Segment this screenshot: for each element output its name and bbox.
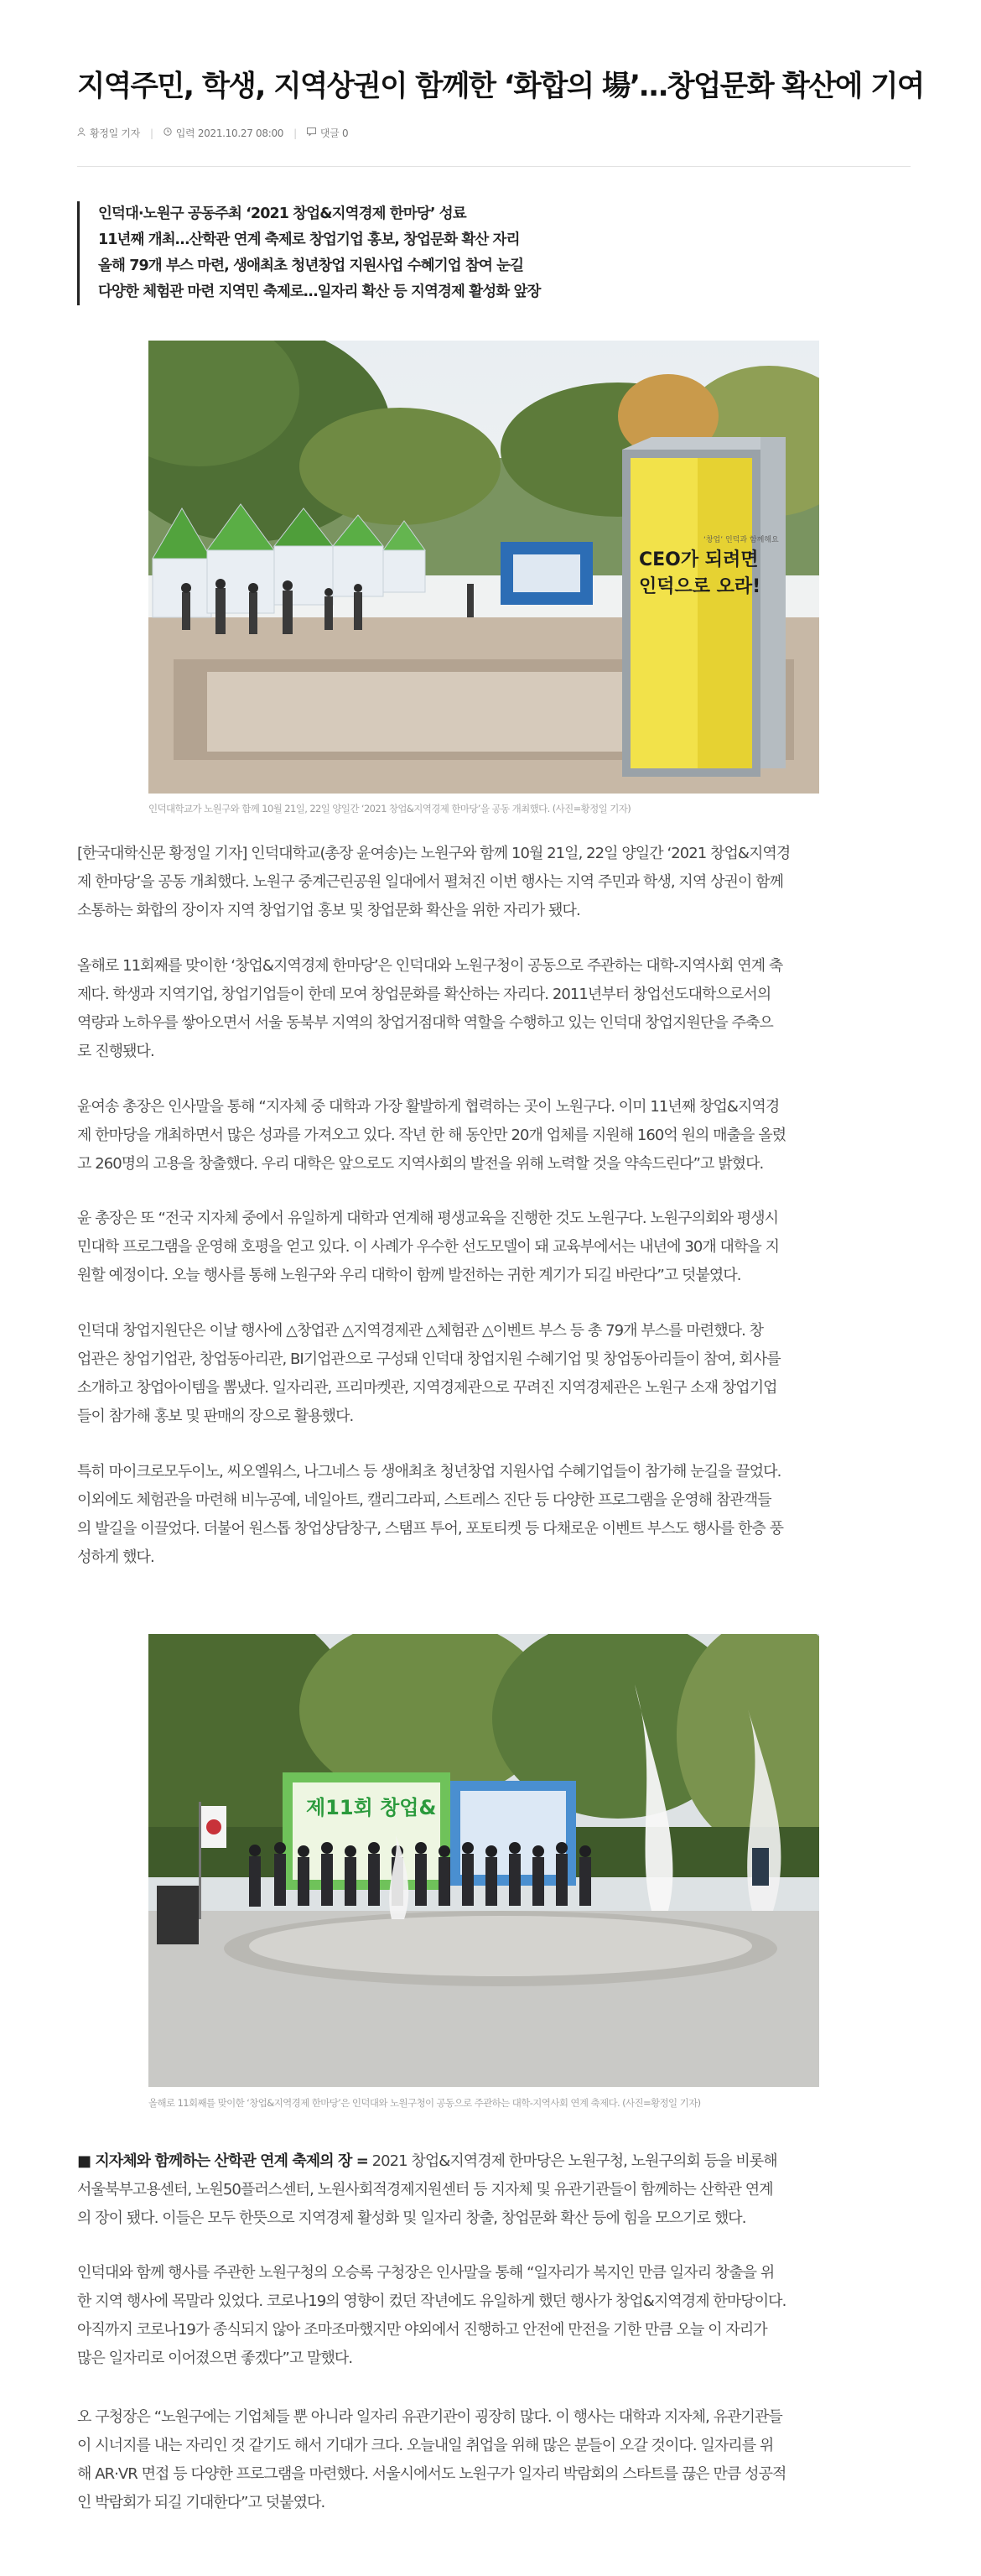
paragraph-line: 오 구청장은 “노원구에는 기업체들 뿐 아니라 일자리 유관기관이 굉장히 많다. 이 행사는 대학과 지자체, 유관기관들 xyxy=(77,2408,782,2426)
paragraph-line: 올해로 11회째를 맞이한 ‘창업&지역경제 한마당’은 인덕대와 노원구청이 공동으로 주관하는 대학-지역사회 연계 축 xyxy=(77,957,783,975)
paragraph-line: 소통하는 화합의 장이자 지역 창업기업 홍보 및 창업문화 확산을 위한 자리가 됐다. xyxy=(77,902,580,919)
paragraph xyxy=(77,2147,911,2233)
meta-divider: | xyxy=(149,127,153,139)
paragraph-line: 업관은 창업기업관, 창업동아리관, BI기업관으로 구성돼 인덕대 창업지원 수혜기업 및 창업동아리들이 참여, 회사를 xyxy=(77,1350,781,1368)
summary-box xyxy=(77,201,540,305)
paragraph xyxy=(77,840,911,925)
paragraph-line: 많은 일자리로 이어졌으면 좋겠다”고 말했다. xyxy=(77,2350,353,2367)
paragraph-line: 제 한마당’을 공동 개최했다. 노원구 중계근린공원 일대에서 펼쳐진 이번 행사는 지역 주민과 학생, 지역 상권이 함께 xyxy=(77,873,784,891)
reporter-name[interactable]: 황정일 기자 xyxy=(90,127,140,139)
clock-icon xyxy=(164,127,172,138)
paragraph-line: 아직까지 코로나19가 종식되지 않아 조마조마했지만 야외에서 진행하고 안전에 만전을 기한 만큼 오늘 이 자리가 xyxy=(77,2321,767,2339)
summary-line: 올해 79개 부스 마련, 생애최초 청년창업 지원사업 수혜기업 참여 눈길 xyxy=(98,258,524,274)
paragraph-line: 해 AR·VR 면접 등 다양한 프로그램을 마련했다. 서울시에서도 노원구가 일자리 박람회의 스타트를 끊은 만큼 성공적 xyxy=(77,2465,786,2483)
paragraph-line: 인덕대 창업지원단은 이날 행사에 △창업관 △지역경제관 △체험관 △이벤트 부스 등 총 79개 부스를 마련했다. 창 xyxy=(77,1322,764,1340)
paragraph-line xyxy=(77,2147,911,2176)
header-divider xyxy=(77,166,911,167)
paragraph-line: 이외에도 체험관을 마련해 비누공예, 네일아트, 캘리그라피, 스트레스 진단 등 다양한 프로그램을 운영해 참관객들 xyxy=(77,1491,771,1509)
paragraph-line: 한 지역 행사에 목말라 있었다. 코로나19의 영향이 컸던 작년에도 유일하게 했던 행사가 창업&지역경제 한마당이다. xyxy=(77,2292,786,2310)
banner-text-bottom: 인덕으로 오라! xyxy=(639,576,761,597)
paragraph-text: 2021 창업&지역경제 한마당은 노원구청, 노원구의회 등을 비롯해 xyxy=(367,2152,777,2170)
paragraph-line: 민대학 프로그램을 운영해 호평을 얻고 있다. 이 사례가 우수한 선도모델이 돼 교육부에서는 내년에 30개 대학을 지 xyxy=(77,1238,780,1256)
published-date: 입력 2021.10.27 08:00 xyxy=(175,127,284,139)
photo-opening-ceremony xyxy=(148,1634,819,2087)
paragraph-line: 이 시너지를 내는 자리인 것 같기도 해서 기대가 크다. 오늘내일 취업을 위해 많은 분들이 오갈 것이다. 일자리를 위 xyxy=(77,2437,774,2454)
comment-icon xyxy=(307,127,316,138)
photo2-caption: 올해로 11회째를 맞이한 ‘창업&지역경제 한마당’은 인덕대와 노원구청이 공동으로 주관하는 대학-지역사회 연계 축제다. (사진=황정일 기자) xyxy=(148,2097,701,2109)
banner-side-text: ‘창업’ 인덕과 함께해요 xyxy=(703,536,779,544)
paragraph-line: 고 260명의 고용을 창출했다. 우리 대학은 앞으로도 지역사회의 발전을 위해 노력할 것을 약속드린다”고 밝혔다. xyxy=(77,1155,764,1173)
paragraph-line: 의 발길을 이끌었다. 더불어 원스톱 창업상담창구, 스탬프 투어, 포토티켓 등 다채로운 이벤트 부스도 행사를 한층 풍 xyxy=(77,1520,784,1538)
comment-count[interactable]: 댓글 0 xyxy=(319,127,349,139)
photo-festival-booths xyxy=(148,341,819,794)
person-icon xyxy=(77,127,86,138)
paragraph-line: 제다. 학생과 지역기업, 창업기업들이 한데 모여 창업문화를 확산하는 자리다. 2011년부터 창업선도대학으로서의 xyxy=(77,986,771,1003)
paragraph xyxy=(77,1458,911,1572)
paragraph xyxy=(77,1317,911,1431)
paragraph xyxy=(77,1093,911,1179)
paragraph-line: 인덕대와 함께 행사를 주관한 노원구청의 오승록 구청장은 인사말을 통해 “일자리가 복지인 만큼 일자리 창출을 위 xyxy=(77,2264,775,2282)
paragraph-line: 서울북부고용센터, 노원50플러스센터, 노원사회적경제지원센터 등 지자체 및 유관기관들이 함께하는 산학관 연계 xyxy=(77,2181,773,2199)
photo1-caption: 인덕대학교가 노원구와 함께 10월 21일, 22일 양일간 ‘2021 창업&지역경제 한마당’을 공동 개최했다. (사진=황정일 기자) xyxy=(148,803,631,814)
summary-line: 11년째 개최…산학관 연계 축제로 창업기업 홍보, 창업문화 확산 자리 xyxy=(98,232,520,248)
paragraph-line: 성하게 했다. xyxy=(77,1548,154,1566)
paragraph-line: 특히 마이크로모두이노, 씨오엘워스, 나그네스 등 생애최초 청년창업 지원사업 수혜기업들이 참가해 눈길을 끌었다. xyxy=(77,1463,781,1481)
banner-text-top: CEO가 되려면 xyxy=(639,549,759,570)
paragraph xyxy=(77,2259,911,2373)
paragraph xyxy=(77,1205,911,1290)
paragraph-line: 윤여송 총장은 인사말을 통해 “지자체 중 대학과 가장 활발하게 협력하는 곳이 노원구다. 이미 11년째 창업&지역경 xyxy=(77,1098,780,1116)
meta-divider: | xyxy=(293,127,297,139)
summary-line: 다양한 체험관 마련 지역민 축제로…일자리 확산 등 지역경제 활성화 앞장 xyxy=(98,284,541,300)
section-subheading: ■ 지자체와 함께하는 산학관 연계 축제의 장 = xyxy=(77,2152,368,2170)
paragraph-line: 인 박람회가 되길 기대한다”고 덧붙였다. xyxy=(77,2494,325,2511)
summary-line: 인덕대·노원구 공동주최 ‘2021 창업&지역경제 한마당’ 성료 xyxy=(98,206,466,222)
paragraph-line: 들이 참가해 홍보 및 판매의 장으로 활용했다. xyxy=(77,1408,354,1425)
paragraph-line: [한국대학신문 황정일 기자] 인덕대학교(총장 윤여송)는 노원구와 함께 10월 21일, 22일 양일간 ‘2021 창업&지역경 xyxy=(77,845,791,862)
article-meta xyxy=(77,126,348,140)
headline: 지역주민, 학생, 지역상권이 함께한 ‘화합의 場’…창업문화 확산에 기여 xyxy=(77,70,924,103)
paragraph-line: 의 장이 됐다. 이들은 모두 한뜻으로 지역경제 활성화 및 일자리 창출, 창업문화 확산 등에 힘을 모으기로 했다. xyxy=(77,2209,746,2227)
stage-banner-text: 제11회 창업& xyxy=(306,1796,437,1819)
paragraph-line: 원할 예정이다. 오늘 행사를 통해 노원구와 우리 대학이 함께 발전하는 귀한 계기가 되길 바란다”고 덧붙였다. xyxy=(77,1267,741,1284)
paragraph-line: 제 한마당을 개최하면서 많은 성과를 가져오고 있다. 작년 한 해 동안만 20개 업체를 지원해 160억 원의 매출을 올렸 xyxy=(77,1127,786,1144)
paragraph-line: 로 진행됐다. xyxy=(77,1043,154,1060)
paragraph-line: 소개하고 창업아이템을 뽐냈다. 일자리관, 프리마켓관, 지역경제관으로 꾸려진 지역경제관은 노원구 소재 창업기업 xyxy=(77,1379,777,1397)
paragraph-line: 역량과 노하우를 쌓아오면서 서울 동북부 지역의 창업거점대학 역할을 수행하고 있는 인덕대 창업지원단을 주축으 xyxy=(77,1014,773,1032)
paragraph-line: 윤 총장은 또 “전국 지자체 중에서 유일하게 대학과 연계해 평생교육을 진행한 것도 노원구다. 노원구의회와 평생시 xyxy=(77,1210,779,1227)
paragraph xyxy=(77,2403,911,2517)
paragraph xyxy=(77,952,911,1066)
